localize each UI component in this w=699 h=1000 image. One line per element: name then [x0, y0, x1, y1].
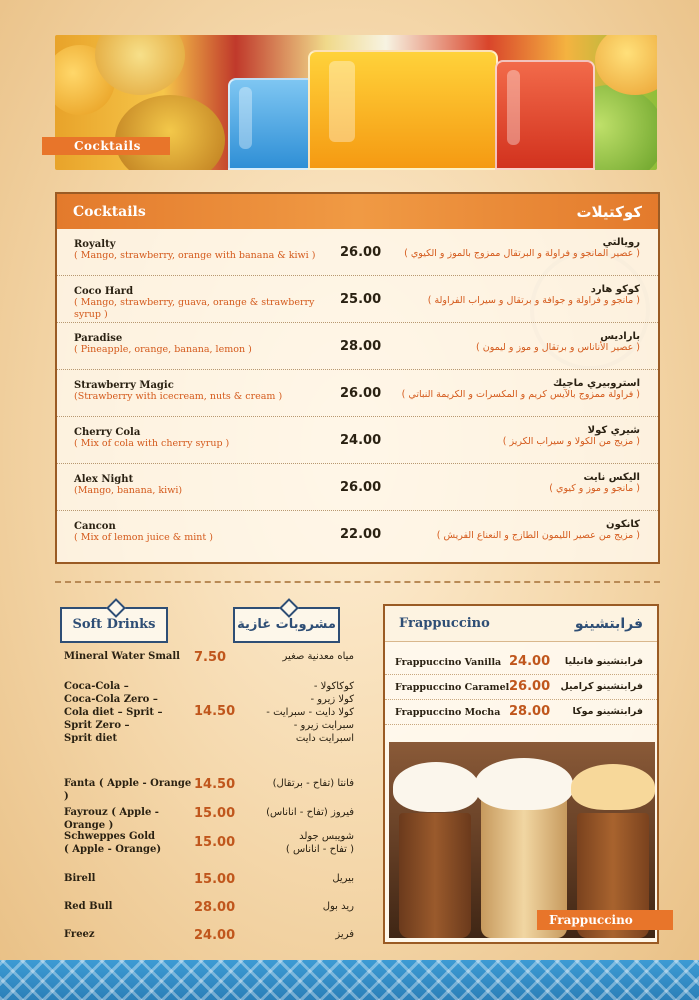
cocktail-name-ar: اليكس نايت	[583, 472, 640, 483]
red-drink-glass	[495, 60, 595, 170]
cocktail-price: 24.00	[340, 433, 382, 448]
soft-drink-name-en: Mineral Water Small	[64, 651, 180, 662]
frappuccino-row	[385, 675, 657, 700]
cocktail-desc-ar: ( فراولة ممزوج بالآيس كريم و المكسرات و الكريمة النباتي )	[401, 389, 640, 400]
cocktail-price: 25.00	[340, 292, 382, 307]
cocktail-row	[57, 511, 658, 558]
cocktail-row	[57, 370, 658, 417]
soft-drink-name-en: Fayrouz ( Apple - Orange )	[64, 807, 159, 831]
soft-drink-price: 24.00	[194, 928, 236, 943]
cocktail-price: 26.00	[340, 480, 382, 495]
soft-drink-name-en: Schweppes Gold ( Apple - Orange)	[64, 831, 162, 855]
cocktail-desc-ar: ( مانجو و موز و كيوي )	[549, 483, 640, 494]
frappuccino-name-ar: فرابتشينو فانيليا	[564, 656, 643, 667]
cocktail-name-en: Royalty	[74, 239, 116, 250]
frappuccino-menu	[383, 604, 659, 944]
soft-drink-price: 15.00	[194, 806, 236, 821]
cocktail-desc-ar: ( مزيج من الكولا و سيراب الكريز )	[502, 436, 640, 447]
frappuccino-name-en: Frappuccino Caramel	[395, 682, 510, 693]
frappuccino-price: 26.00	[509, 679, 551, 694]
soft-drink-name-ar: شويبس جولد ( تفاح - اناناس )	[285, 831, 354, 855]
soft-drink-name-ar: فيروز (تفاح - اناناس)	[266, 807, 354, 818]
cocktail-row	[57, 323, 658, 370]
soft-drink-price: 15.00	[194, 872, 236, 887]
cocktail-name-ar: كانكون	[606, 519, 640, 530]
orange-drink-glass	[308, 50, 498, 170]
section-divider	[55, 581, 660, 583]
frappuccino-price: 28.00	[509, 704, 551, 719]
cocktail-desc-en: (Mango, banana, kiwi)	[74, 485, 183, 496]
frappuccino-title-en: Frappuccino	[399, 616, 490, 631]
cocktail-name-en: Strawberry Magic	[74, 380, 174, 391]
cocktails-menu	[55, 192, 660, 564]
frappuccino-name-ar: فرابتشينو موكا	[572, 706, 643, 717]
soft-drink-name-ar: فانتا (تفاح - برتقال)	[272, 778, 354, 789]
cocktail-desc-en: ( Mango, strawberry, guava, orange & strawberry syrup )	[74, 297, 315, 320]
soft-drink-name-en: Fanta ( Apple - Orange )	[64, 778, 192, 802]
soft-drink-name-en: Red Bull	[64, 901, 113, 912]
cocktail-price: 28.00	[340, 339, 382, 354]
frappuccino-name-en: Frappuccino Vanilla	[395, 657, 502, 668]
soft-drink-name-en: Coca-Cola – Coca-Cola Zero – Cola diet – Sprit – Sprit Zero – Sprit diet	[64, 681, 163, 744]
cocktail-name-en: Cherry Cola	[74, 427, 141, 438]
cocktail-desc-en: ( Mix of cola with cherry syrup )	[74, 438, 230, 449]
cocktail-price: 26.00	[340, 245, 382, 260]
cocktail-name-ar: كوكو هارد	[590, 284, 640, 295]
cocktail-price: 22.00	[340, 527, 382, 542]
cocktail-name-ar: باراديس	[600, 331, 640, 342]
frappuccino-name-en: Frappuccino Mocha	[395, 707, 501, 718]
frappuccino-header	[385, 606, 657, 642]
frappuccino-photo-label: Frappuccino	[537, 910, 673, 930]
cocktail-row	[57, 229, 658, 276]
soft-drink-name-ar: فريز	[335, 929, 354, 940]
cocktails-title-en: Cocktails	[73, 203, 146, 220]
cocktail-desc-ar: ( عصير المانجو و فراولة و البرتقال ممزوج بالموز و الكيوي )	[404, 248, 640, 259]
cocktail-name-en: Cancon	[74, 521, 116, 532]
cocktail-name-en: Alex Night	[74, 474, 134, 485]
cocktail-name-en: Paradise	[74, 333, 123, 344]
cocktail-price: 26.00	[340, 386, 382, 401]
frappuccino-photo	[389, 742, 655, 938]
cocktail-desc-en: (Strawberry with icecream, nuts & cream )	[74, 391, 283, 402]
cocktail-name-ar: رويالتي	[602, 237, 640, 248]
soft-drink-name-ar: مياه معدنية صغير	[282, 651, 354, 662]
cocktail-row	[57, 464, 658, 511]
frappuccino-row	[385, 650, 657, 675]
cocktail-desc-en: ( Pineapple, orange, banana, lemon )	[74, 344, 252, 355]
soft-drink-price: 15.00	[194, 834, 236, 850]
soft-drink-name-ar: ريد بول	[322, 901, 354, 912]
frappuccino-name-ar: فرابتشينو كراميل	[560, 681, 643, 692]
soft-drink-price: 7.50	[194, 650, 227, 665]
cocktail-name-ar: استروبيري ماجيك	[552, 378, 640, 389]
cocktails-title-ar: كوكتيلات	[576, 202, 642, 221]
cocktail-desc-ar: ( مزيج من عصير الليمون الطازج و النعناع الفريش )	[436, 530, 640, 541]
cocktail-desc-en: ( Mix of lemon juice & mint )	[74, 532, 213, 543]
soft-drink-name-en: Birell	[64, 873, 96, 884]
soft-drink-name-ar: بيريل	[332, 873, 354, 884]
soft-drink-name-en: Freez	[64, 929, 95, 940]
soft-drink-price: 14.50	[194, 704, 236, 719]
cocktail-row	[57, 417, 658, 464]
decorative-footer-band	[0, 960, 699, 1000]
frappuccino-title-ar: فرابتشينو	[574, 615, 643, 632]
cocktail-desc-ar: ( عصير الأناناس و برتقال و موز و ليمون )	[476, 342, 640, 353]
cocktail-desc-ar: ( مانجو و فراولة و جوافة و برتقال و سيراب الفراولة )	[427, 295, 640, 306]
cocktail-row	[57, 276, 658, 323]
soft-drink-price: 28.00	[194, 900, 236, 915]
cocktail-name-ar: شيري كولا	[587, 425, 640, 436]
frappuccino-price: 24.00	[509, 654, 551, 669]
soft-drinks-title-ar: مشروبات غازية	[233, 607, 340, 643]
cocktails-header	[57, 194, 658, 229]
frappuccino-row	[385, 700, 657, 725]
banner-label: Cocktails	[42, 137, 170, 155]
cocktail-name-en: Coco Hard	[74, 286, 134, 297]
soft-drink-name-ar: كوكاكولا - كولا زيرو - كولا دايت - سبرايت - سبرايت زيرو - اسبرايت دايت	[266, 681, 354, 744]
soft-drinks-title-en: Soft Drinks	[60, 607, 168, 643]
cocktail-desc-en: ( Mango, strawberry, orange with banana & kiwi )	[74, 250, 316, 261]
soft-drink-price: 14.50	[194, 777, 236, 792]
